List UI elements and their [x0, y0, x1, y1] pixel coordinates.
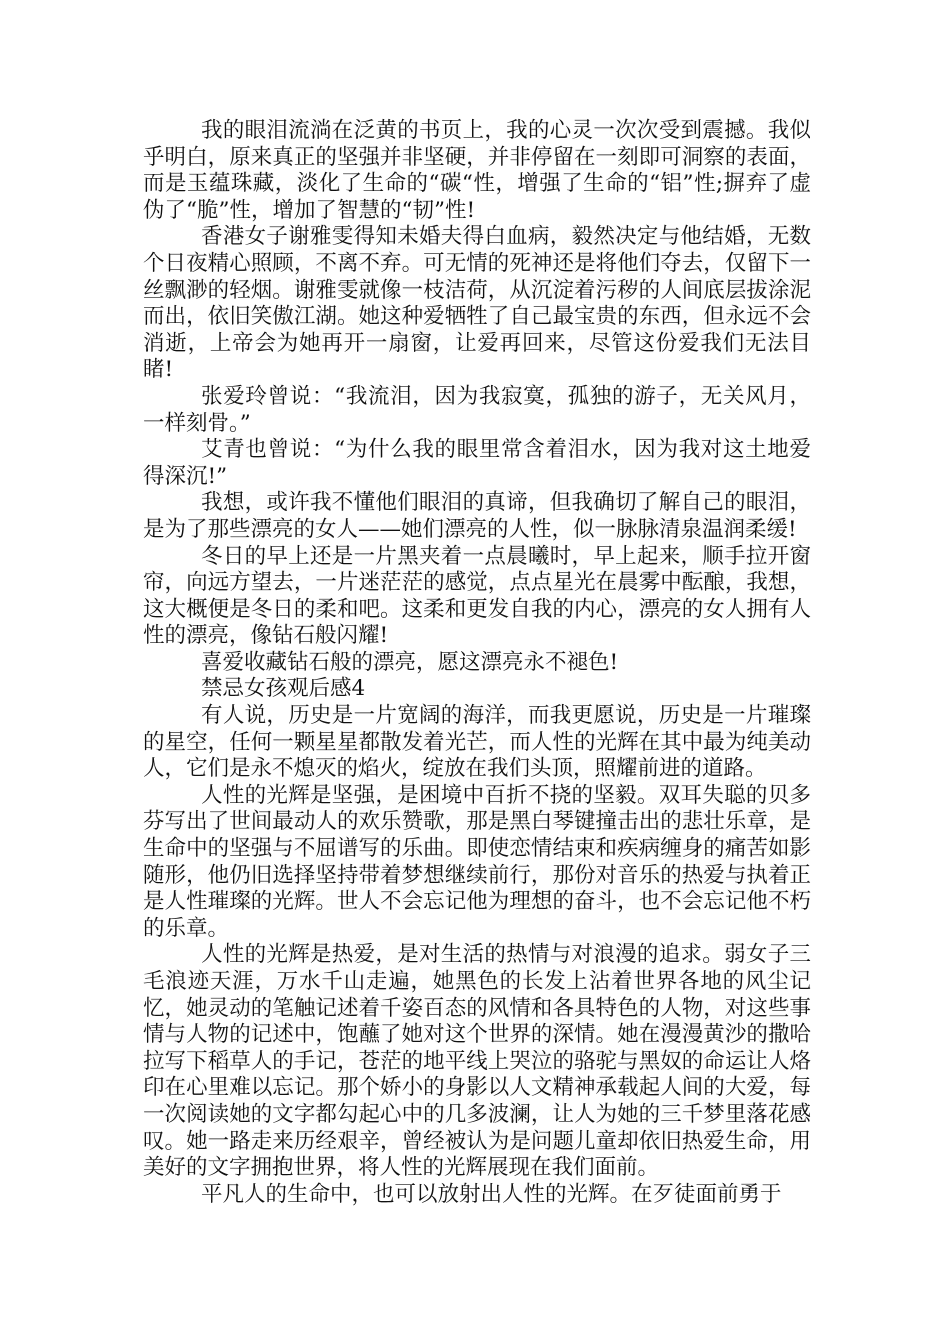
paragraph-5: 我想，或许我不懂他们眼泪的真谛，但我确切了解自己的眼泪，是为了那些漂亮的女人——她们漂亮的人性，似一脉脉清泉温润柔缓!	[143, 490, 811, 542]
paragraph-2: 香港女子谢雅雯得知未婚夫得白血病，毅然决定与他结婚，无数个日夜精心照顾，不离不弃。可无情的死神还是将他们夺去，仅留下一丝飘渺的轻烟。谢雅雯就像一枝洁荷，从沉淀着污秽的人间底层拔涂泥而出，依旧笑傲江湖。她这种爱牺牲了自己最宝贵的东西，但永远不会消逝，上帝会为她再开一扇窗，让爱再回来，尽管这份爱我们无法目睹!	[143, 224, 811, 383]
paragraph-7: 喜爱收藏钻石般的漂亮，愿这漂亮永不褪色!	[201, 649, 619, 675]
paragraph-11: 平凡人的生命中，也可以放射出人性的光辉。在歹徒面前勇于	[201, 1181, 782, 1207]
document-body	[143, 118, 811, 1208]
paragraph-8: 有人说，历史是一片宽阔的海洋，而我更愿说，历史是一片璀璨的星空，任何一颗星星都散发着光芒，而人性的光辉在其中最为纯美动人，它们是永不熄灭的焰火，绽放在我们头顶，照耀前进的道路。	[143, 703, 811, 782]
paragraph-3: 张爱玲曾说：“我流泪，因为我寂寞，孤独的游子，无关风月，一样刻骨。”	[143, 383, 811, 436]
paragraph-6: 冬日的早上还是一片黑夹着一点晨曦时，早上起来，顺手拉开窗帘，向远方望去，一片迷茫茫的感觉，点点星光在晨雾中酝酿，我想，这大概便是冬日的柔和吧。这柔和更发自我的内心，漂亮的女人拥有人性的漂亮，像钻石般闪耀!	[143, 543, 811, 649]
paragraph-4: 艾青也曾说：“为什么我的眼里常含着泪水，因为我对这土地爱得深沉!”	[143, 437, 811, 489]
paragraph-10: 人性的光辉是热爱，是对生活的热情与对浪漫的追求。弱女子三毛浪迹天涯，万水千山走遍，她黑色的长发上沾着世界各地的风尘记忆，她灵动的笔触记述着千姿百态的风情和各具特色的人物，对这些事情与人物的记述中，饱蘸了她对这个世界的深情。她在漫漫黄沙的撒哈拉写下稻草人的手记，苍茫的地平线上哭泣的骆驼与黑奴的命运让人烙印在心里难以忘记。那个娇小的身影以人文精神承载起人间的大爱，每一次阅读她的文字都勾起心中的几多波澜，让人为她的三千梦里落花感叹。她一路走来历经艰辛，曾经被认为是问题儿童却依旧热爱生命，用美好的文字拥抱世界，将人性的光辉展现在我们面前。	[143, 942, 811, 1181]
paragraph-9: 人性的光辉是坚强，是困境中百折不挠的坚毅。双耳失聪的贝多芬写出了世间最动人的欢乐赞歌，那是黑白琴键撞击出的悲壮乐章，是生命中的坚强与不屈谱写的乐曲。即使恋情结束和疾病缠身的痛苦如影随形，他仍旧选择坚持带着梦想继续前行，那份对音乐的热爱与执着正是人性璀璨的光辉。世人不会忘记他为理想的奋斗，也不会忘记他不朽的乐章。	[143, 782, 811, 941]
section-heading: 禁忌女孩观后感4	[201, 676, 366, 702]
paragraph-1: 我的眼泪流淌在泛黄的书页上，我的心灵一次次受到震撼。我似乎明白，原来真正的坚强并非坚硬，并非停留在一刻即可洞察的表面，而是玉蕴珠藏，淡化了生命的“碳“性，增强了生命的“铝”性;摒弃了虚伪了“脆”性，增加了智慧的“韧”性!	[143, 118, 811, 223]
